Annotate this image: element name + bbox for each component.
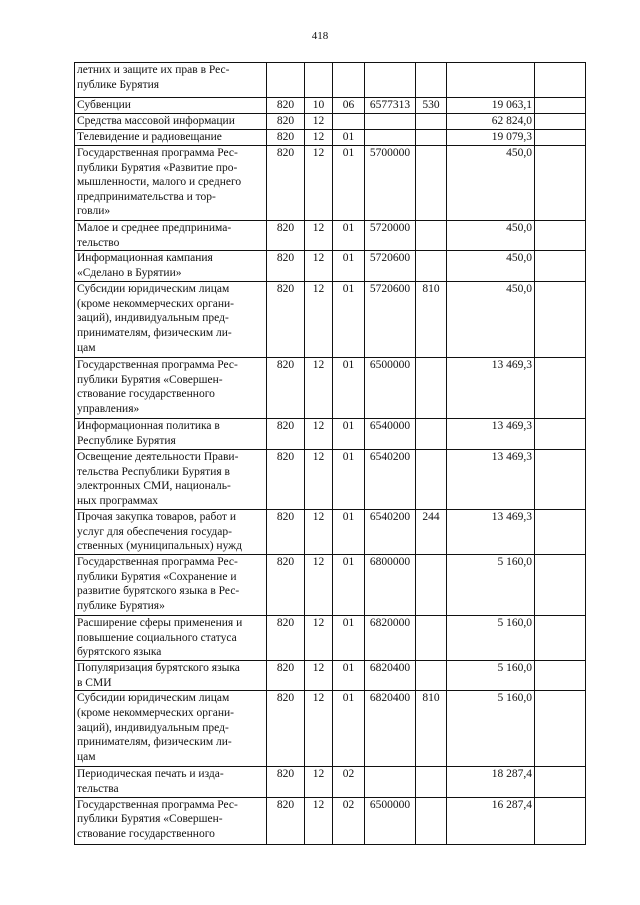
table-row xyxy=(75,358,586,419)
target-article-cell: 6540200 xyxy=(365,510,416,555)
item-name-line: публики Бурятия «Совершен- xyxy=(77,373,223,386)
ministry-code-cell: 820 xyxy=(267,146,305,221)
item-name-line: бурятского языка xyxy=(77,646,162,659)
item-name-line: развитие бурятского языка в Рес- xyxy=(77,585,240,598)
table-row xyxy=(75,419,586,450)
item-name-line: Государственная программа Рес- xyxy=(77,556,238,569)
section-code-cell: 12 xyxy=(305,767,333,797)
subsection-code-cell: 01 xyxy=(333,146,365,221)
expense-type-cell xyxy=(416,797,447,844)
target-article-cell: 6820400 xyxy=(365,691,416,767)
ministry-code-cell: 820 xyxy=(267,98,305,114)
table-row xyxy=(75,282,586,358)
table-row xyxy=(75,251,586,282)
ministry-code-cell xyxy=(267,63,305,98)
section-code-cell: 12 xyxy=(305,251,333,282)
item-name-line: заций), индивидуальным пред- xyxy=(77,721,229,734)
expense-type-cell xyxy=(416,130,447,146)
item-name-line: тельства Республики Бурятия в xyxy=(77,465,230,478)
target-article-cell xyxy=(365,130,416,146)
item-name-line: Освещение деятельности Прави- xyxy=(77,451,239,464)
item-name-line: цам xyxy=(77,750,96,763)
expense-type-cell: 810 xyxy=(416,691,447,767)
table-row xyxy=(75,616,586,661)
extra-column-cell xyxy=(535,358,586,419)
amount-cell: 13 469,3 xyxy=(447,419,535,450)
amount-cell: 5 160,0 xyxy=(447,661,535,691)
expense-type-cell xyxy=(416,661,447,691)
item-name-line: публике Бурятия» xyxy=(77,599,165,612)
section-code-cell: 12 xyxy=(305,282,333,358)
expense-type-cell xyxy=(416,358,447,419)
budget-table-body xyxy=(75,63,586,845)
subsection-code-cell xyxy=(333,114,365,130)
item-name-cell xyxy=(75,767,267,797)
item-name-line: Государственная программа Рес- xyxy=(77,147,238,159)
subsection-code-cell xyxy=(333,63,365,98)
item-name-line: Информационная политика в xyxy=(77,420,220,433)
subsection-code-cell: 01 xyxy=(333,450,365,510)
extra-column-cell xyxy=(535,130,586,146)
table-row xyxy=(75,691,586,767)
subsection-code-cell: 06 xyxy=(333,98,365,114)
section-code-cell: 10 xyxy=(305,98,333,114)
ministry-code-cell: 820 xyxy=(267,282,305,358)
ministry-code-cell: 820 xyxy=(267,616,305,661)
ministry-code-cell: 820 xyxy=(267,114,305,130)
subsection-code-cell: 01 xyxy=(333,510,365,555)
amount-cell: 5 160,0 xyxy=(447,616,535,661)
ministry-code-cell: 820 xyxy=(267,510,305,555)
expense-type-cell: 530 xyxy=(416,98,447,114)
item-name-line: ствование государственного xyxy=(77,827,215,840)
expense-type-cell xyxy=(416,63,447,98)
extra-column-cell xyxy=(535,251,586,282)
section-code-cell: 12 xyxy=(305,691,333,767)
amount-cell: 16 287,4 xyxy=(447,797,535,844)
item-name-line: электронных СМИ, националь- xyxy=(77,480,231,493)
table-row xyxy=(75,130,586,146)
section-code-cell: 12 xyxy=(305,419,333,450)
item-name-cell xyxy=(75,98,267,114)
item-name-line: тельство xyxy=(77,236,120,249)
subsection-code-cell: 01 xyxy=(333,251,365,282)
target-article-cell xyxy=(365,63,416,98)
ministry-code-cell: 820 xyxy=(267,797,305,844)
page-number: 418 xyxy=(311,30,329,42)
expense-type-cell xyxy=(416,419,447,450)
table-row xyxy=(75,114,586,130)
section-code-cell xyxy=(305,63,333,98)
table-row xyxy=(75,146,586,221)
ministry-code-cell: 820 xyxy=(267,767,305,797)
amount-cell: 13 469,3 xyxy=(447,450,535,510)
item-name-line: летних и защите их прав в Рес- xyxy=(77,64,230,76)
ministry-code-cell: 820 xyxy=(267,691,305,767)
extra-column-cell xyxy=(535,555,586,616)
extra-column-cell xyxy=(535,98,586,114)
section-code-cell: 12 xyxy=(305,616,333,661)
item-name-cell xyxy=(75,450,267,510)
item-name-line: управления» xyxy=(77,402,140,415)
expense-type-cell: 244 xyxy=(416,510,447,555)
amount-cell: 5 160,0 xyxy=(447,691,535,767)
item-name-line: Субвенции xyxy=(77,99,131,111)
subsection-code-cell: 01 xyxy=(333,555,365,616)
item-name-line: тельства xyxy=(77,782,119,795)
table-row xyxy=(75,450,586,510)
amount-cell: 5 160,0 xyxy=(447,555,535,616)
section-code-cell: 12 xyxy=(305,358,333,419)
item-name-cell xyxy=(75,510,267,555)
subsection-code-cell: 01 xyxy=(333,419,365,450)
section-code-cell: 12 xyxy=(305,114,333,130)
item-name-line: Республике Бурятия xyxy=(77,434,176,447)
ministry-code-cell: 820 xyxy=(267,221,305,251)
item-name-line: Субсидии юридическим лицам xyxy=(77,283,230,296)
item-name-line: услуг для обеспечения государ- xyxy=(77,525,232,538)
item-name-line: Периодическая печать и изда- xyxy=(77,768,224,781)
extra-column-cell xyxy=(535,146,586,221)
item-name-line: Расширение сферы применения и xyxy=(77,617,243,630)
expense-type-cell xyxy=(416,251,447,282)
table-row xyxy=(75,555,586,616)
section-code-cell: 12 xyxy=(305,130,333,146)
item-name-cell xyxy=(75,691,267,767)
amount-cell: 13 469,3 xyxy=(447,358,535,419)
item-name-line: Информационная кампания xyxy=(77,252,213,265)
amount-cell: 450,0 xyxy=(447,251,535,282)
extra-column-cell xyxy=(535,797,586,844)
target-article-cell: 6820000 xyxy=(365,616,416,661)
item-name-line: ствование государственного xyxy=(77,388,215,401)
expense-type-cell xyxy=(416,146,447,221)
ministry-code-cell: 820 xyxy=(267,661,305,691)
item-name-line: говли» xyxy=(77,205,111,218)
extra-column-cell xyxy=(535,114,586,130)
target-article-cell: 6500000 xyxy=(365,358,416,419)
section-code-cell: 12 xyxy=(305,661,333,691)
subsection-code-cell: 02 xyxy=(333,797,365,844)
target-article-cell: 6500000 xyxy=(365,797,416,844)
extra-column-cell xyxy=(535,63,586,98)
item-name-cell xyxy=(75,282,267,358)
item-name-line: Прочая закупка товаров, работ и xyxy=(77,511,236,524)
extra-column-cell xyxy=(535,450,586,510)
subsection-code-cell: 01 xyxy=(333,691,365,767)
item-name-line: мышленности, малого и среднего xyxy=(77,176,242,189)
expense-type-cell xyxy=(416,450,447,510)
item-name-cell xyxy=(75,419,267,450)
extra-column-cell xyxy=(535,767,586,797)
section-code-cell: 12 xyxy=(305,555,333,616)
amount-cell: 19 079,3 xyxy=(447,130,535,146)
subsection-code-cell: 01 xyxy=(333,221,365,251)
amount-cell: 450,0 xyxy=(447,221,535,251)
extra-column-cell xyxy=(535,510,586,555)
target-article-cell: 6820400 xyxy=(365,661,416,691)
item-name-line: ных программах xyxy=(77,494,159,507)
item-name-line: публики Бурятия «Совершен- xyxy=(77,813,223,826)
extra-column-cell xyxy=(535,221,586,251)
item-name-cell xyxy=(75,251,267,282)
expense-type-cell xyxy=(416,767,447,797)
ministry-code-cell: 820 xyxy=(267,450,305,510)
subsection-code-cell: 02 xyxy=(333,767,365,797)
target-article-cell xyxy=(365,114,416,130)
item-name-line: Государственная программа Рес- xyxy=(77,359,238,372)
item-name-cell xyxy=(75,797,267,844)
expense-type-cell xyxy=(416,114,447,130)
amount-cell xyxy=(447,63,535,98)
subsection-code-cell: 01 xyxy=(333,282,365,358)
item-name-line: предпринимательства и тор- xyxy=(77,190,216,203)
section-code-cell: 12 xyxy=(305,797,333,844)
item-name-cell xyxy=(75,221,267,251)
item-name-cell xyxy=(75,616,267,661)
ministry-code-cell: 820 xyxy=(267,358,305,419)
item-name-line: Средства массовой информации xyxy=(77,115,235,127)
item-name-line: в СМИ xyxy=(77,676,112,689)
subsection-code-cell: 01 xyxy=(333,661,365,691)
extra-column-cell xyxy=(535,661,586,691)
extra-column-cell xyxy=(535,691,586,767)
table-row xyxy=(75,797,586,844)
table-row xyxy=(75,98,586,114)
amount-cell: 450,0 xyxy=(447,282,535,358)
budget-table xyxy=(74,62,586,845)
ministry-code-cell: 820 xyxy=(267,419,305,450)
item-name-cell xyxy=(75,130,267,146)
section-code-cell: 12 xyxy=(305,510,333,555)
target-article-cell: 5700000 xyxy=(365,146,416,221)
item-name-line: принимателям, физическим ли- xyxy=(77,736,232,749)
item-name-line: Субсидии юридическим лицам xyxy=(77,692,230,705)
subsection-code-cell: 01 xyxy=(333,130,365,146)
table-row xyxy=(75,767,586,797)
target-article-cell: 5720600 xyxy=(365,282,416,358)
target-article-cell: 6800000 xyxy=(365,555,416,616)
item-name-cell xyxy=(75,555,267,616)
target-article-cell xyxy=(365,767,416,797)
expense-type-cell xyxy=(416,221,447,251)
expense-type-cell: 810 xyxy=(416,282,447,358)
item-name-cell xyxy=(75,146,267,221)
item-name-line: Телевидение и радиовещание xyxy=(77,131,222,143)
amount-cell: 19 063,1 xyxy=(447,98,535,114)
table-row xyxy=(75,510,586,555)
section-code-cell: 12 xyxy=(305,146,333,221)
amount-cell: 18 287,4 xyxy=(447,767,535,797)
expense-type-cell xyxy=(416,555,447,616)
section-code-cell: 12 xyxy=(305,221,333,251)
extra-column-cell xyxy=(535,419,586,450)
subsection-code-cell: 01 xyxy=(333,358,365,419)
item-name-line: (кроме некоммерческих органи- xyxy=(77,297,234,310)
item-name-line: публики Бурятия «Сохранение и xyxy=(77,570,237,583)
amount-cell: 62 824,0 xyxy=(447,114,535,130)
item-name-line: цам xyxy=(77,341,96,354)
item-name-cell xyxy=(75,358,267,419)
target-article-cell: 6577313 xyxy=(365,98,416,114)
target-article-cell: 5720600 xyxy=(365,251,416,282)
extra-column-cell xyxy=(535,616,586,661)
ministry-code-cell: 820 xyxy=(267,130,305,146)
item-name-line: публики Бурятия «Развитие про- xyxy=(77,161,238,174)
amount-cell: 450,0 xyxy=(447,146,535,221)
target-article-cell: 6540200 xyxy=(365,450,416,510)
item-name-line: Малое и среднее предпринима- xyxy=(77,222,232,234)
table-row xyxy=(75,63,586,98)
expense-type-cell xyxy=(416,616,447,661)
item-name-line: Государственная программа Рес- xyxy=(77,798,238,811)
subsection-code-cell: 01 xyxy=(333,616,365,661)
item-name-line: (кроме некоммерческих органи- xyxy=(77,706,234,719)
ministry-code-cell: 820 xyxy=(267,251,305,282)
section-code-cell: 12 xyxy=(305,450,333,510)
item-name-line: Популяризация бурятского языка xyxy=(77,662,240,675)
amount-cell: 13 469,3 xyxy=(447,510,535,555)
item-name-cell xyxy=(75,63,267,98)
item-name-cell xyxy=(75,661,267,691)
item-name-cell xyxy=(75,114,267,130)
item-name-line: публике Бурятия xyxy=(77,78,160,91)
item-name-line: повышение социального статуса xyxy=(77,631,237,644)
item-name-line: принимателям, физическим ли- xyxy=(77,326,232,339)
item-name-line: ственных (муниципальных) нужд xyxy=(77,540,242,553)
target-article-cell: 6540000 xyxy=(365,419,416,450)
target-article-cell: 5720000 xyxy=(365,221,416,251)
ministry-code-cell: 820 xyxy=(267,555,305,616)
item-name-line: заций), индивидуальным пред- xyxy=(77,312,229,325)
extra-column-cell xyxy=(535,282,586,358)
table-row xyxy=(75,221,586,251)
item-name-line: «Сделано в Бурятии» xyxy=(77,266,182,279)
table-row xyxy=(75,661,586,691)
